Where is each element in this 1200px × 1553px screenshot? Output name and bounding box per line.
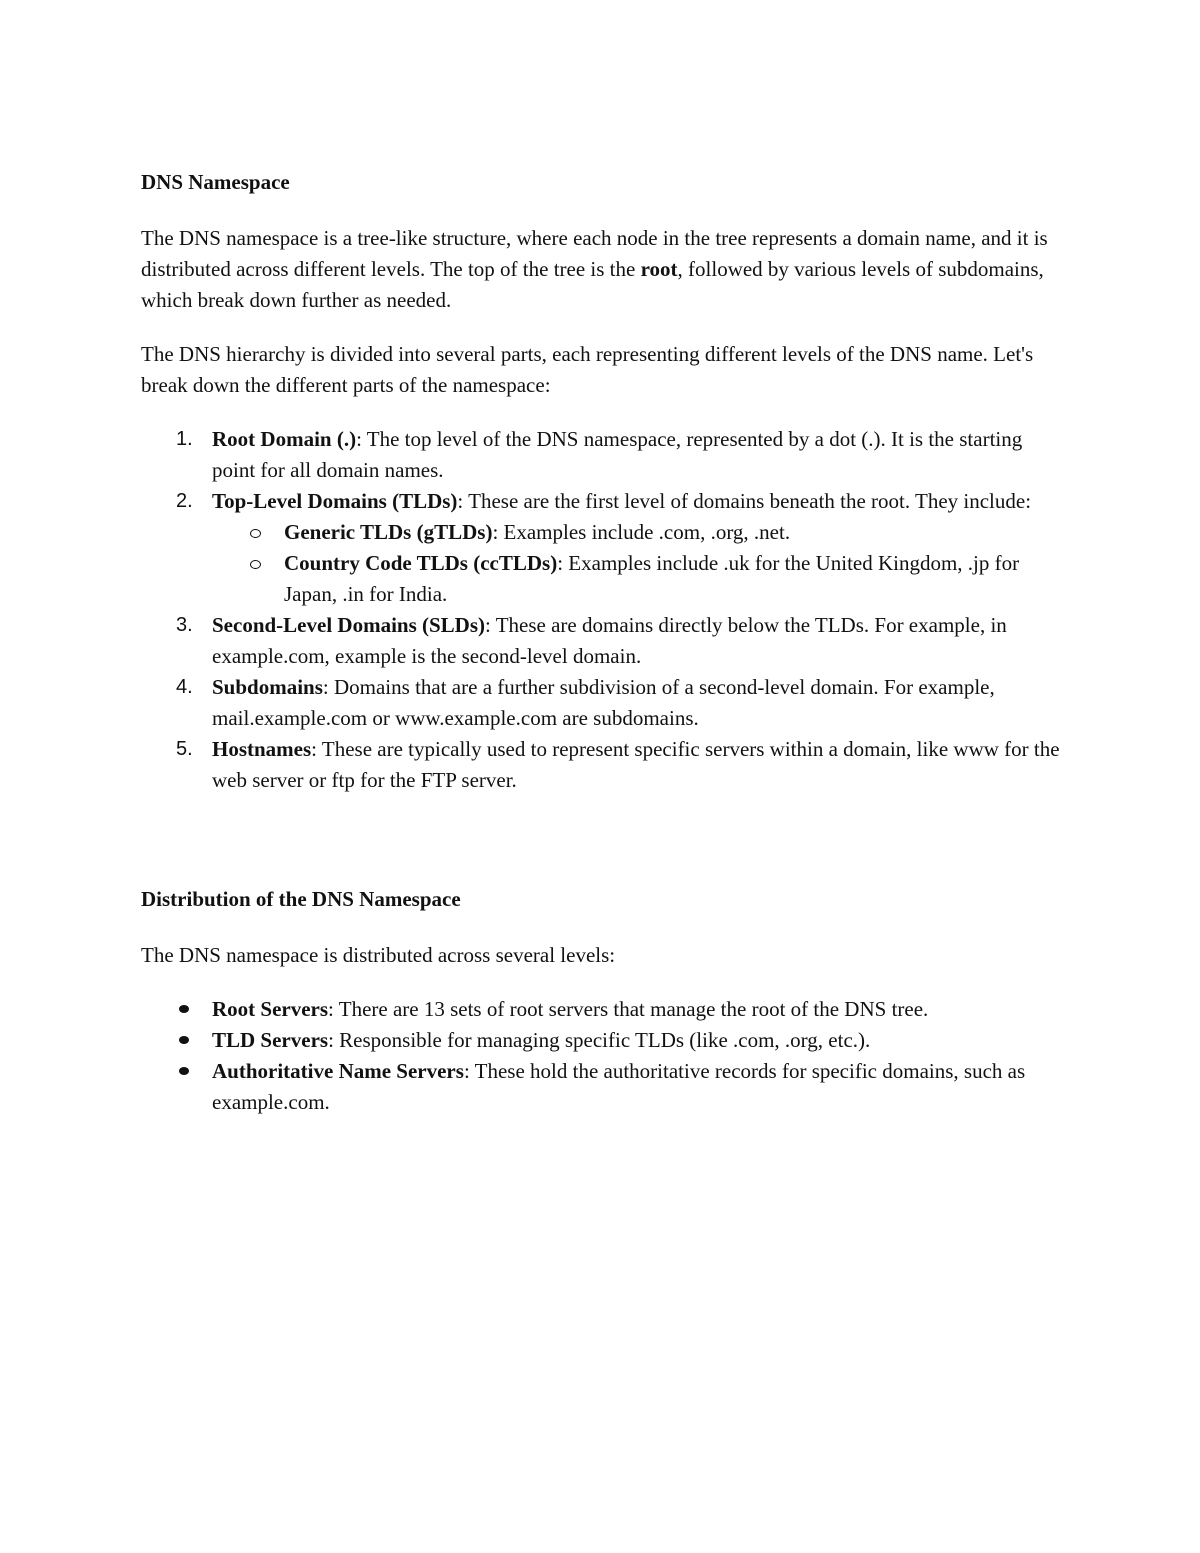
intro-text-after: , followed by various levels of subdomains, which break down further as needed. bbox=[141, 257, 1044, 312]
sublist-item-gtlds bbox=[212, 517, 1061, 548]
intro-paragraph bbox=[141, 223, 1061, 316]
intro-text-before: The DNS namespace is a tree-like structure, where each node in the tree represents a domain name, and it is distributed across different levels. The top of the tree is the bbox=[141, 226, 1048, 281]
list-number: 3. bbox=[176, 614, 193, 636]
list-term: Top-Level Domains (TLDs) bbox=[212, 489, 458, 513]
bullet-term: Root Servers bbox=[212, 997, 329, 1021]
filled-bullet-icon bbox=[179, 1005, 189, 1013]
filled-bullet-icon bbox=[179, 1036, 189, 1044]
list-item-root-domain bbox=[141, 424, 1061, 486]
section-title-dns-namespace: DNS Namespace bbox=[141, 170, 290, 194]
list-term: Hostnames bbox=[212, 737, 312, 761]
list-text: : The top level of the DNS namespace, represented by a dot (.). It is the starting point for all domain names. bbox=[212, 427, 1023, 482]
document-content bbox=[141, 167, 1061, 1118]
sublist-term: Country Code TLDs (ccTLDs) bbox=[284, 551, 558, 575]
sublist-text: : Examples include .com, .org, .net. bbox=[492, 520, 791, 544]
hollow-circle-bullet-icon bbox=[250, 560, 261, 569]
list-term: Root Domain (.) bbox=[212, 427, 357, 451]
list-item-hostnames bbox=[141, 734, 1061, 796]
hollow-circle-bullet-icon bbox=[250, 529, 261, 538]
bullet-text: : Responsible for managing specific TLDs (like .com, .org, etc.). bbox=[328, 1028, 871, 1052]
tld-types-sublist bbox=[212, 517, 1061, 610]
section-title-distribution: Distribution of the DNS Namespace bbox=[141, 887, 461, 911]
intro-bold-root: root bbox=[640, 257, 678, 281]
bullet-item-authoritative-servers bbox=[141, 1056, 1061, 1118]
sublist-term: Generic TLDs (gTLDs) bbox=[284, 520, 493, 544]
hierarchy-paragraph: The DNS hierarchy is divided into several parts, each representing different levels of the DNS name. Let's break down the different parts of the namespace: bbox=[141, 342, 1034, 397]
list-item-tlds bbox=[141, 486, 1061, 610]
list-number: 5. bbox=[176, 738, 193, 760]
sublist-item-cctlds bbox=[212, 548, 1061, 610]
list-text: : Domains that are a further subdivision of a second-level domain. For example, mail.example.com or www.example.com are subdomains. bbox=[212, 675, 995, 730]
bullet-term: Authoritative Name Servers bbox=[212, 1059, 464, 1083]
bullet-text: : There are 13 sets of root servers that manage the root of the DNS tree. bbox=[328, 997, 929, 1021]
list-item-slds bbox=[141, 610, 1061, 672]
bullet-item-root-servers bbox=[141, 994, 1061, 1025]
list-term: Subdomains bbox=[212, 675, 323, 699]
sublist-text: : Examples include .uk for the United Kingdom, .jp for Japan, .in for India. bbox=[284, 551, 1020, 606]
filled-bullet-icon bbox=[179, 1067, 189, 1075]
list-text: : These are typically used to represent specific servers within a domain, like www for the web server or ftp for the FTP server. bbox=[212, 737, 1060, 792]
bullet-item-tld-servers bbox=[141, 1025, 1061, 1056]
distribution-paragraph: The DNS namespace is distributed across several levels: bbox=[141, 943, 616, 967]
list-text: : These are domains directly below the TLDs. For example, in example.com, example is the second-level domain. bbox=[212, 613, 1007, 668]
list-text: : These are the first level of domains beneath the root. They include: bbox=[457, 489, 1032, 513]
server-types-list bbox=[141, 994, 1061, 1118]
list-term: Second-Level Domains (SLDs) bbox=[212, 613, 486, 637]
list-item-subdomains bbox=[141, 672, 1061, 734]
list-number: 1. bbox=[176, 428, 193, 450]
bullet-text: : These hold the authoritative records for specific domains, such as example.com. bbox=[212, 1059, 1026, 1114]
list-number: 4. bbox=[176, 676, 193, 698]
namespace-parts-list bbox=[141, 424, 1061, 796]
bullet-term: TLD Servers bbox=[212, 1028, 329, 1052]
list-number: 2. bbox=[176, 490, 193, 512]
